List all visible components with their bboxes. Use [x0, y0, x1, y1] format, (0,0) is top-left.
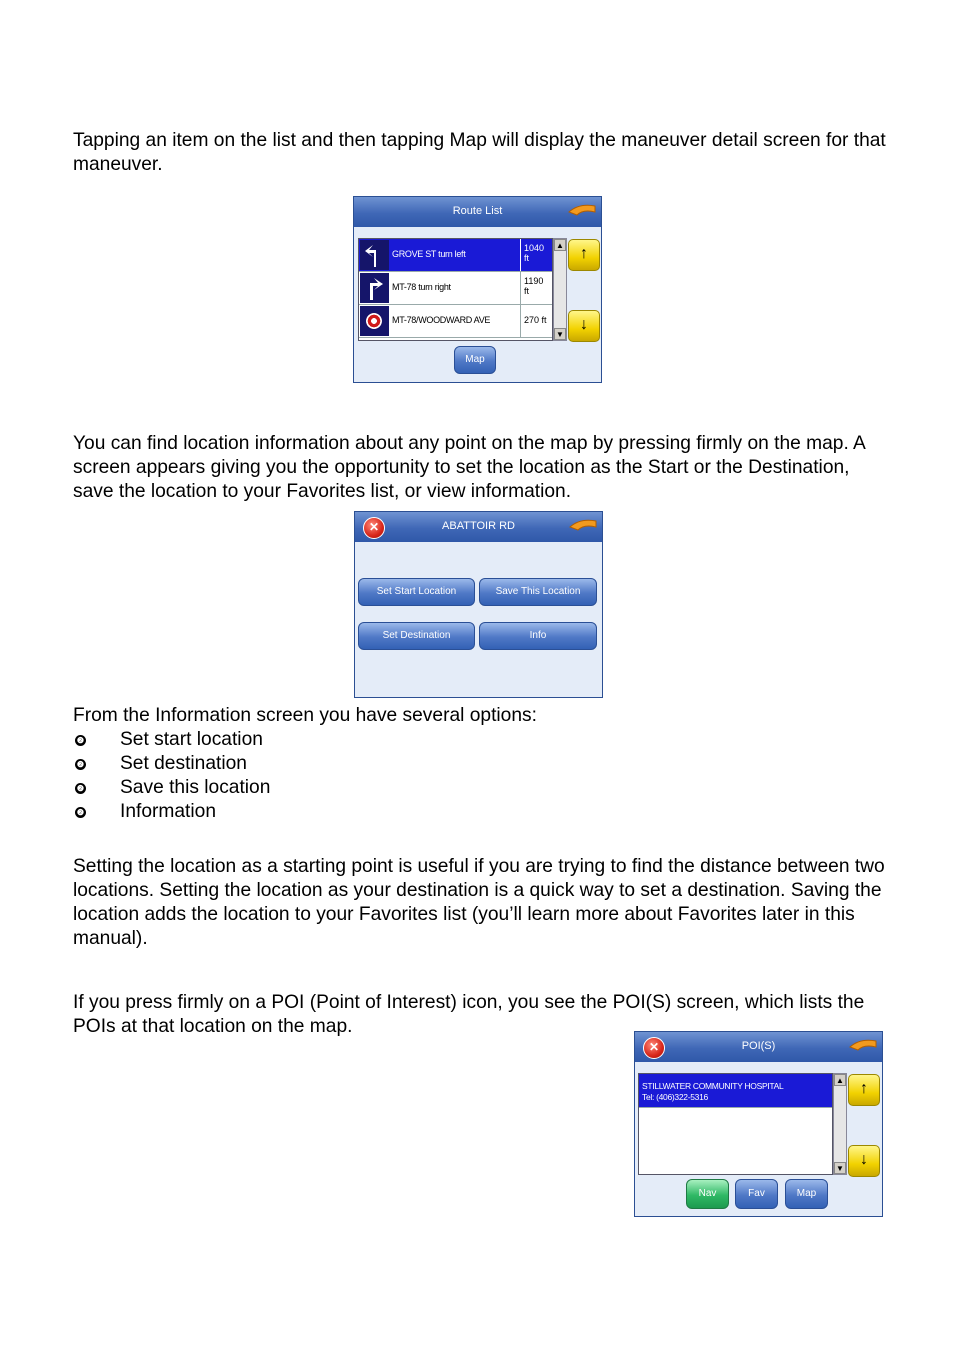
- poi-row[interactable]: [639, 1074, 832, 1108]
- save-location-button[interactable]: Save This Location: [479, 578, 597, 606]
- page-up-button[interactable]: ↑: [848, 1074, 880, 1106]
- poi-list: [638, 1073, 833, 1175]
- turn-right-icon: [360, 273, 389, 303]
- poi-name: STILLWATER COMMUNITY HOSPITAL: [642, 1081, 784, 1091]
- scroll-up-arrow-icon[interactable]: ▲: [834, 1074, 846, 1086]
- list-item: ❷ Information: [76, 801, 216, 822]
- scrollbar[interactable]: [833, 1073, 847, 1175]
- scroll-down-arrow-icon[interactable]: ▼: [554, 328, 566, 340]
- close-icon[interactable]: ✕: [363, 517, 385, 539]
- title-bar: [635, 1032, 882, 1062]
- back-arrow-icon[interactable]: [567, 203, 597, 221]
- scrollbar[interactable]: [553, 238, 567, 341]
- fav-button[interactable]: Fav: [735, 1179, 778, 1209]
- route-row[interactable]: [359, 305, 552, 338]
- page-down-button[interactable]: ↓: [568, 310, 600, 342]
- route-row-label: GROVE ST turn left: [392, 249, 466, 259]
- back-arrow-icon[interactable]: [848, 1038, 878, 1056]
- options-list: [73, 728, 270, 824]
- back-arrow-icon[interactable]: [568, 518, 598, 536]
- location-screenshot: [354, 511, 603, 698]
- screen-title: ABATTOIR RD: [442, 520, 515, 532]
- nav-button[interactable]: Nav: [686, 1179, 729, 1209]
- options-intro: From the Information screen you have several options:: [73, 705, 537, 726]
- poi-screenshot: [634, 1031, 883, 1217]
- title-bar: [354, 197, 601, 227]
- route-row[interactable]: [359, 272, 552, 305]
- title-bar: [355, 512, 602, 542]
- bullet-icon: ❷: [76, 808, 85, 817]
- route-row[interactable]: [359, 239, 552, 272]
- route-row-distance: 270 ft: [520, 305, 552, 337]
- route-list: [358, 238, 553, 341]
- list-item: ❷ Save this location: [76, 777, 271, 798]
- bullet-icon: ❷: [76, 784, 85, 793]
- page-down-button[interactable]: ↓: [848, 1145, 880, 1177]
- route-row-label: MT-78/WOODWARD AVE: [392, 315, 491, 325]
- scroll-up-arrow-icon[interactable]: ▲: [554, 239, 566, 251]
- map-button[interactable]: Map: [785, 1179, 828, 1209]
- list-item: ❷ Set start location: [76, 729, 263, 750]
- route-row-distance: 1040 ft: [520, 239, 552, 271]
- map-button[interactable]: Map: [454, 346, 496, 374]
- route-list-screenshot: [353, 196, 602, 383]
- close-icon[interactable]: ✕: [643, 1037, 665, 1059]
- bullet-icon: ❷: [76, 760, 85, 769]
- list-item: ❷ Set destination: [76, 753, 247, 774]
- screen-title: POI(S): [741, 1040, 776, 1052]
- starting-point-paragraph: Setting the location as a starting point is useful if you are trying to find the distance between two locations. Setting the location as your destination is a quick way to set a destination. Saving the location adds the location to your Favorites list (you’ll learn more about Favorites later in this manual).: [73, 856, 885, 949]
- screen-title: Route List: [452, 205, 503, 217]
- info-button[interactable]: Info: [479, 622, 597, 650]
- page-up-button[interactable]: ↑: [568, 239, 600, 271]
- set-start-location-button[interactable]: Set Start Location: [358, 578, 475, 606]
- intro-paragraph: Tapping an item on the list and then tapping Map will display the maneuver detail screen for that maneuver.: [73, 130, 886, 175]
- route-row-label: MT-78 turn right: [392, 282, 451, 292]
- route-row-distance: 1190 ft: [520, 272, 552, 304]
- scroll-down-arrow-icon[interactable]: ▼: [834, 1162, 846, 1174]
- destination-target-icon: [360, 306, 389, 336]
- poi-phone: Tel: (406)322-5316: [642, 1092, 708, 1102]
- bullet-icon: ❷: [76, 736, 85, 745]
- turn-left-icon: [360, 240, 389, 270]
- poi-paragraph: If you press firmly on a POI (Point of Interest) icon, you see the POI(S) screen, which lists the POIs at that location on the map.: [73, 992, 865, 1037]
- set-destination-button[interactable]: Set Destination: [358, 622, 475, 650]
- location-info-paragraph: You can find location information about any point on the map by pressing firmly on the map. A screen appears giving you the opportunity to set the location as the Start or the Destination, save the location to your Favorites list, or view information.: [73, 433, 865, 502]
